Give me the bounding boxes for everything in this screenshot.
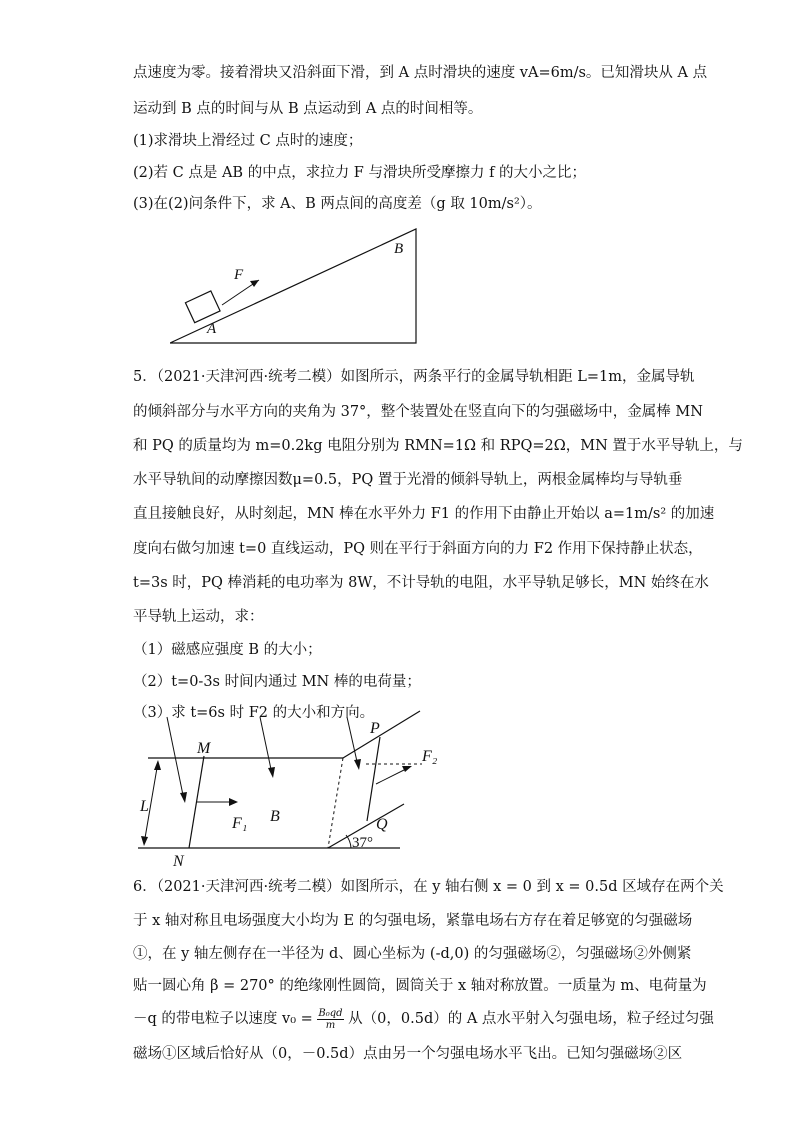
question-part: （2）t=0-3s 时间内通过 MN 棒的电荷量； [133,674,421,690]
text-line: 度向右做匀加速 t=0 直线运动，PQ 则在平行于斜面方向的力 F2 作用下保持静止状态， [133,541,703,557]
text-line: 直且接触良好，从时刻起，MN 棒在水平外力 F1 的作用下由静止开始以 a=1m/s² 的加速 [133,506,715,522]
fraction [317,1008,343,1031]
text-line: t=3s 时，PQ 棒消耗的电功率为 8W，不计导轨的电阻，水平导轨足够长，MN 始终在水 [133,575,709,591]
question-part: （1）磁感应强度 B 的大小； [133,642,322,658]
text-line: 点速度为零。接着滑块又沿斜面下滑，到 A 点时滑块的速度 vA=6m/s。已知滑块从 A 点 [133,65,708,81]
block [185,291,220,323]
text-line: 于 x 轴对称且电场强度大小均为 E 的匀强电场，紧靠电场右方存在着足够宽的匀强磁场 [133,913,693,929]
question-part: （3）求 t=6s 时 F2 的大小和方向。 [133,705,375,721]
problem-header: 5．（2021·天津河西·统考二模）如图所示，两条平行的金属导轨相距 L=1m，金属导轨 [133,369,695,385]
label-M: M [197,740,211,757]
text-line: 水平导轨间的动摩擦因数μ=0.5，PQ 置于光滑的倾斜导轨上，两根金属棒均与导轨垂 [133,472,683,488]
text-line: ①，在 y 轴左侧存在一半径为 d、圆心坐标为 (-d,0) 的匀强磁场②，匀强磁场②外侧紧 [133,946,692,962]
text-segment: 从（0，0.5d）的 A 点水平射入匀强电场，粒子经过匀强 [348,1011,714,1027]
text-line: 平导轨上运动，求： [133,609,264,625]
label-N: N [173,853,184,870]
text-line: 贴一圆心角 β = 270° 的绝缘刚性圆筒，圆筒关于 x 轴对称放置。一质量为 m、电荷量为 [133,978,707,994]
angle-label: 37° [352,835,373,851]
label-F1: F₁ [232,815,248,832]
question-part: (2)若 C 点是 AB 的中点，求拉力 F 与滑块所受摩擦力 f 的大小之比； [133,165,587,181]
label-P: P [370,720,380,737]
label-B: B [270,808,280,825]
label-Q: Q [376,816,388,833]
text-line: 磁场①区域后恰好从（0，－0.5d）点由另一个匀强电场水平飞出。已知匀强磁场②区 [133,1046,683,1062]
text-line-with-formula [133,1006,714,1032]
fraction-denominator: m [325,1019,336,1031]
incline-figure [170,220,430,345]
force-arrow-F2 [376,768,408,784]
label-F: F [234,267,244,283]
question-part: (1)求滑块上滑经过 C 点时的速度； [133,133,363,149]
text-line: 的倾斜部分与水平方向的夹角为 37°，整个装置处在竖直向下的匀强磁场中，金属棒 MN [133,404,703,420]
label-B: B [394,241,404,257]
rails-figure [130,704,450,874]
text-segment: －q 的带电粒子以速度 v₀ = [133,1011,313,1027]
rod-PQ [367,737,380,821]
text-line: 和 PQ 的质量均为 m=0.2kg 电阻分别为 RMN=1Ω 和 RPQ=2Ω，MN 置于水平导轨上，与 [133,438,743,454]
text-line: 运动到 B 点的时间与从 B 点运动到 A 点的时间相等。 [133,101,483,117]
question-part: (3)在(2)问条件下，求 A、B 两点间的高度差（g 取 10m/s²）。 [133,196,542,212]
label-F2: F₂ [422,748,438,765]
label-L: L [140,798,149,815]
fraction-numerator: B₀qd [318,1007,343,1019]
field-arrow [347,717,358,766]
problem-header: 6．（2021·天津河西·统考二模）如图所示，在 y 轴右侧 x = 0 到 x = 0.5d 区域存在两个关 [133,879,724,895]
field-arrow [260,717,272,774]
label-A: A [207,321,217,337]
